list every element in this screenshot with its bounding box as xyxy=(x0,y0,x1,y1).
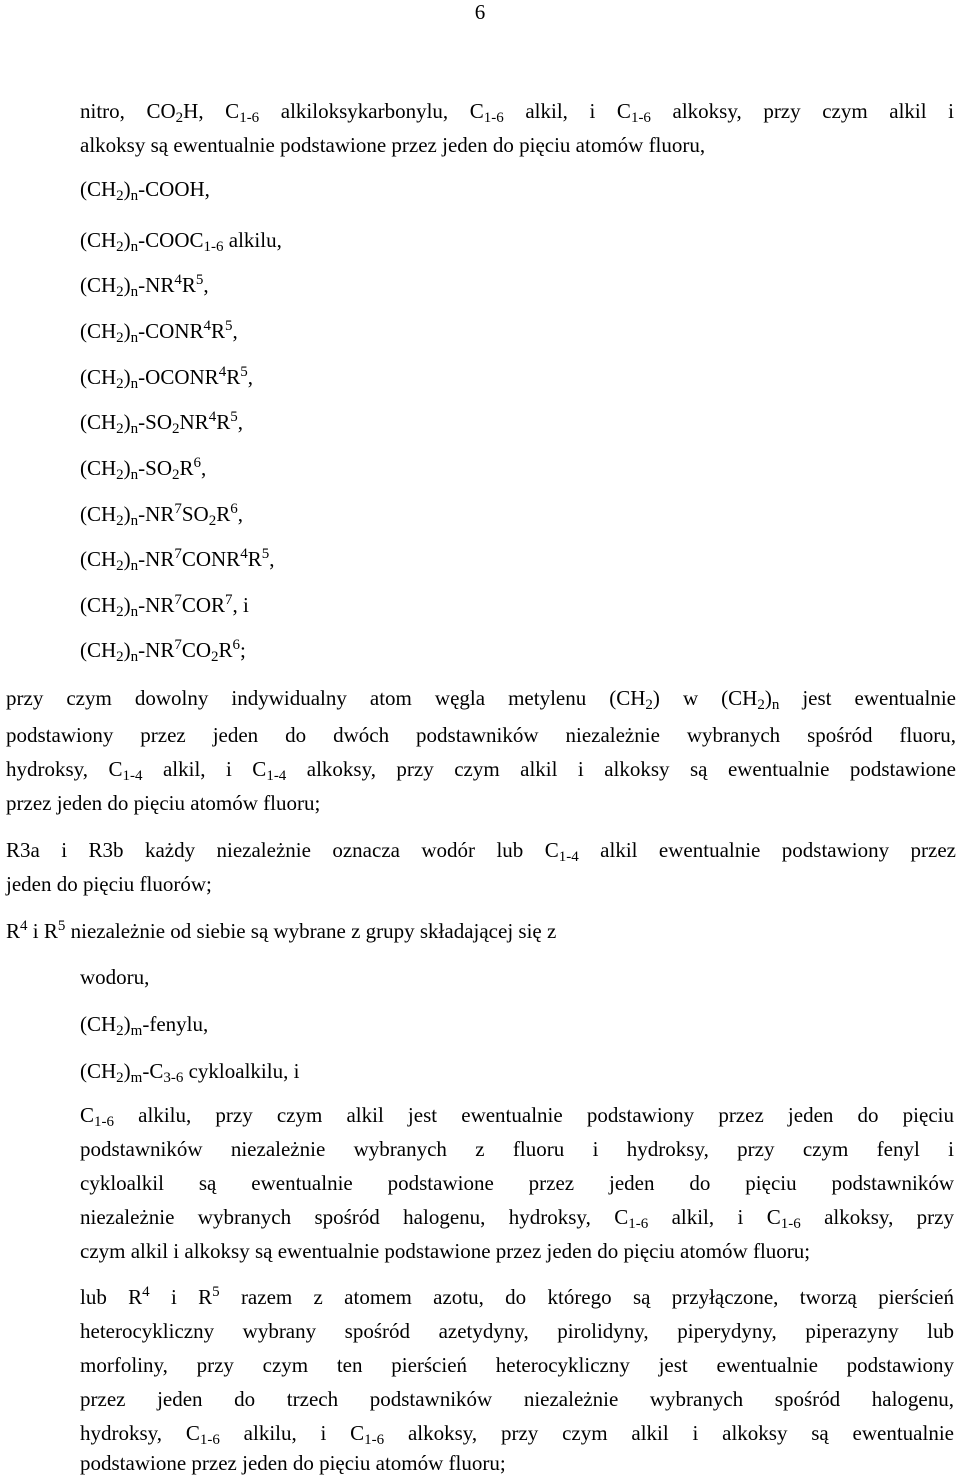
formula-line: $(CH_2)_n-NR^7COR^7$, i xyxy=(80,592,249,620)
formula-line: $(CH_2)_n-SO_2R^6$, xyxy=(80,455,207,483)
formula-line: $(CH_2)_n-COOC_{1-6}$ alkilu, xyxy=(80,228,282,255)
text-line: $R^4$ i $R^5$ niezależnie od siebie są wybrane z grupy składającej się z xyxy=(6,918,557,943)
text-line: podstawione przez jeden do pięciu atomów fluoru; xyxy=(80,1451,506,1475)
text-line: jeden do pięciu fluorów; xyxy=(6,872,212,896)
text-line: przez jeden do trzech podstawników niezależnie wybranych spośród halogenu, xyxy=(80,1387,954,1411)
text-line: $C_{1-6}$ alkilu, przy czym alkil jest ewentualnie podstawiony przez jeden do pięciu xyxy=(80,1103,954,1130)
formula-line: $(CH_2)_m-C_{3-6}$ cykloalkilu, i xyxy=(80,1059,300,1086)
text-line: R3a i R3b każdy niezależnie oznacza wodór lub $C_{1-4}$ alkil ewentualnie podstawiony przez xyxy=(6,838,956,865)
text-line: hydroksy, $C_{1-6}$ alkilu, i $C_{1-6}$ alkoksy, przy czym alkil i alkoksy są ewentualnie xyxy=(80,1421,954,1448)
formula-line: $(CH_2)_n-NR^7CONR^4R^5$, xyxy=(80,546,275,574)
text-line: wodoru, xyxy=(80,965,150,989)
text-line: nitro, $CO_2H$, $C_{1-6}$ alkiloksykarbonylu, $C_{1-6}$ alkil, i $C_{1-6}$ alkoksy, przy czym alkil i xyxy=(80,99,954,126)
formula-line: $(CH_2)_n-CONR^4R^5$, xyxy=(80,318,238,346)
formula-line: $(CH_2)_n-SO_2NR^4R^5$, xyxy=(80,409,243,437)
text-line: cykloalkil są ewentualnie podstawione przez jeden do pięciu podstawników xyxy=(80,1171,954,1195)
text-line: morfoliny, przy czym ten pierścień heterocykliczny jest ewentualnie podstawiony xyxy=(80,1353,954,1377)
text-line: przez jeden do pięciu atomów fluoru; xyxy=(6,791,321,815)
text-line: alkoksy są ewentualnie podstawione przez jeden do pięciu atomów fluoru, xyxy=(80,133,706,157)
formula-line: $(CH_2)_n-NR^7CO_2R^6$; xyxy=(80,637,246,665)
text-line: czym alkil i alkoksy są ewentualnie podstawione przez jeden do pięciu atomów fluoru; xyxy=(80,1239,811,1263)
text-line: podstawiony przez jeden do dwóch podstawników niezależnie wybranych spośród fluoru, xyxy=(6,723,956,747)
text-line: lub $R^4$ i $R^5$ razem z atomem azotu, do którego są przyłączone, tworzą pierścień xyxy=(80,1284,954,1309)
formula-line: $(CH_2)_n-OCONR^4R^5$, xyxy=(80,364,253,392)
text-line: przy czym dowolny indywidualny atom węgla metylenu $(CH_2)$ w $(CH_2)_n$ jest ewentualnie xyxy=(6,686,956,713)
text-line: niezależnie wybranych spośród halogenu, hydroksy, $C_{1-6}$ alkil, i $C_{1-6}$ alkoksy, przy xyxy=(80,1205,954,1232)
page-number: 6 xyxy=(474,0,486,24)
formula-line: $(CH_2)_n-NR^7SO_2R^6$, xyxy=(80,501,243,529)
formula-line: $(CH_2)_m$-fenylu, xyxy=(80,1012,209,1039)
formula-line: $(CH_2)_n-NR^4R^5$, xyxy=(80,272,209,300)
text-line: podstawników niezależnie wybranych z fluoru i hydroksy, przy czym fenyl i xyxy=(80,1137,954,1161)
text-line: hydroksy, $C_{1-4}$ alkil, i $C_{1-4}$ alkoksy, przy czym alkil i alkoksy są ewentualnie podstawione xyxy=(6,757,956,784)
text-line: heterocykliczny wybrany spośród azetydyny, pirolidyny, piperydyny, piperazyny lub xyxy=(80,1319,954,1343)
formula-line: $(CH_2)_n$-COOH, xyxy=(80,177,210,204)
